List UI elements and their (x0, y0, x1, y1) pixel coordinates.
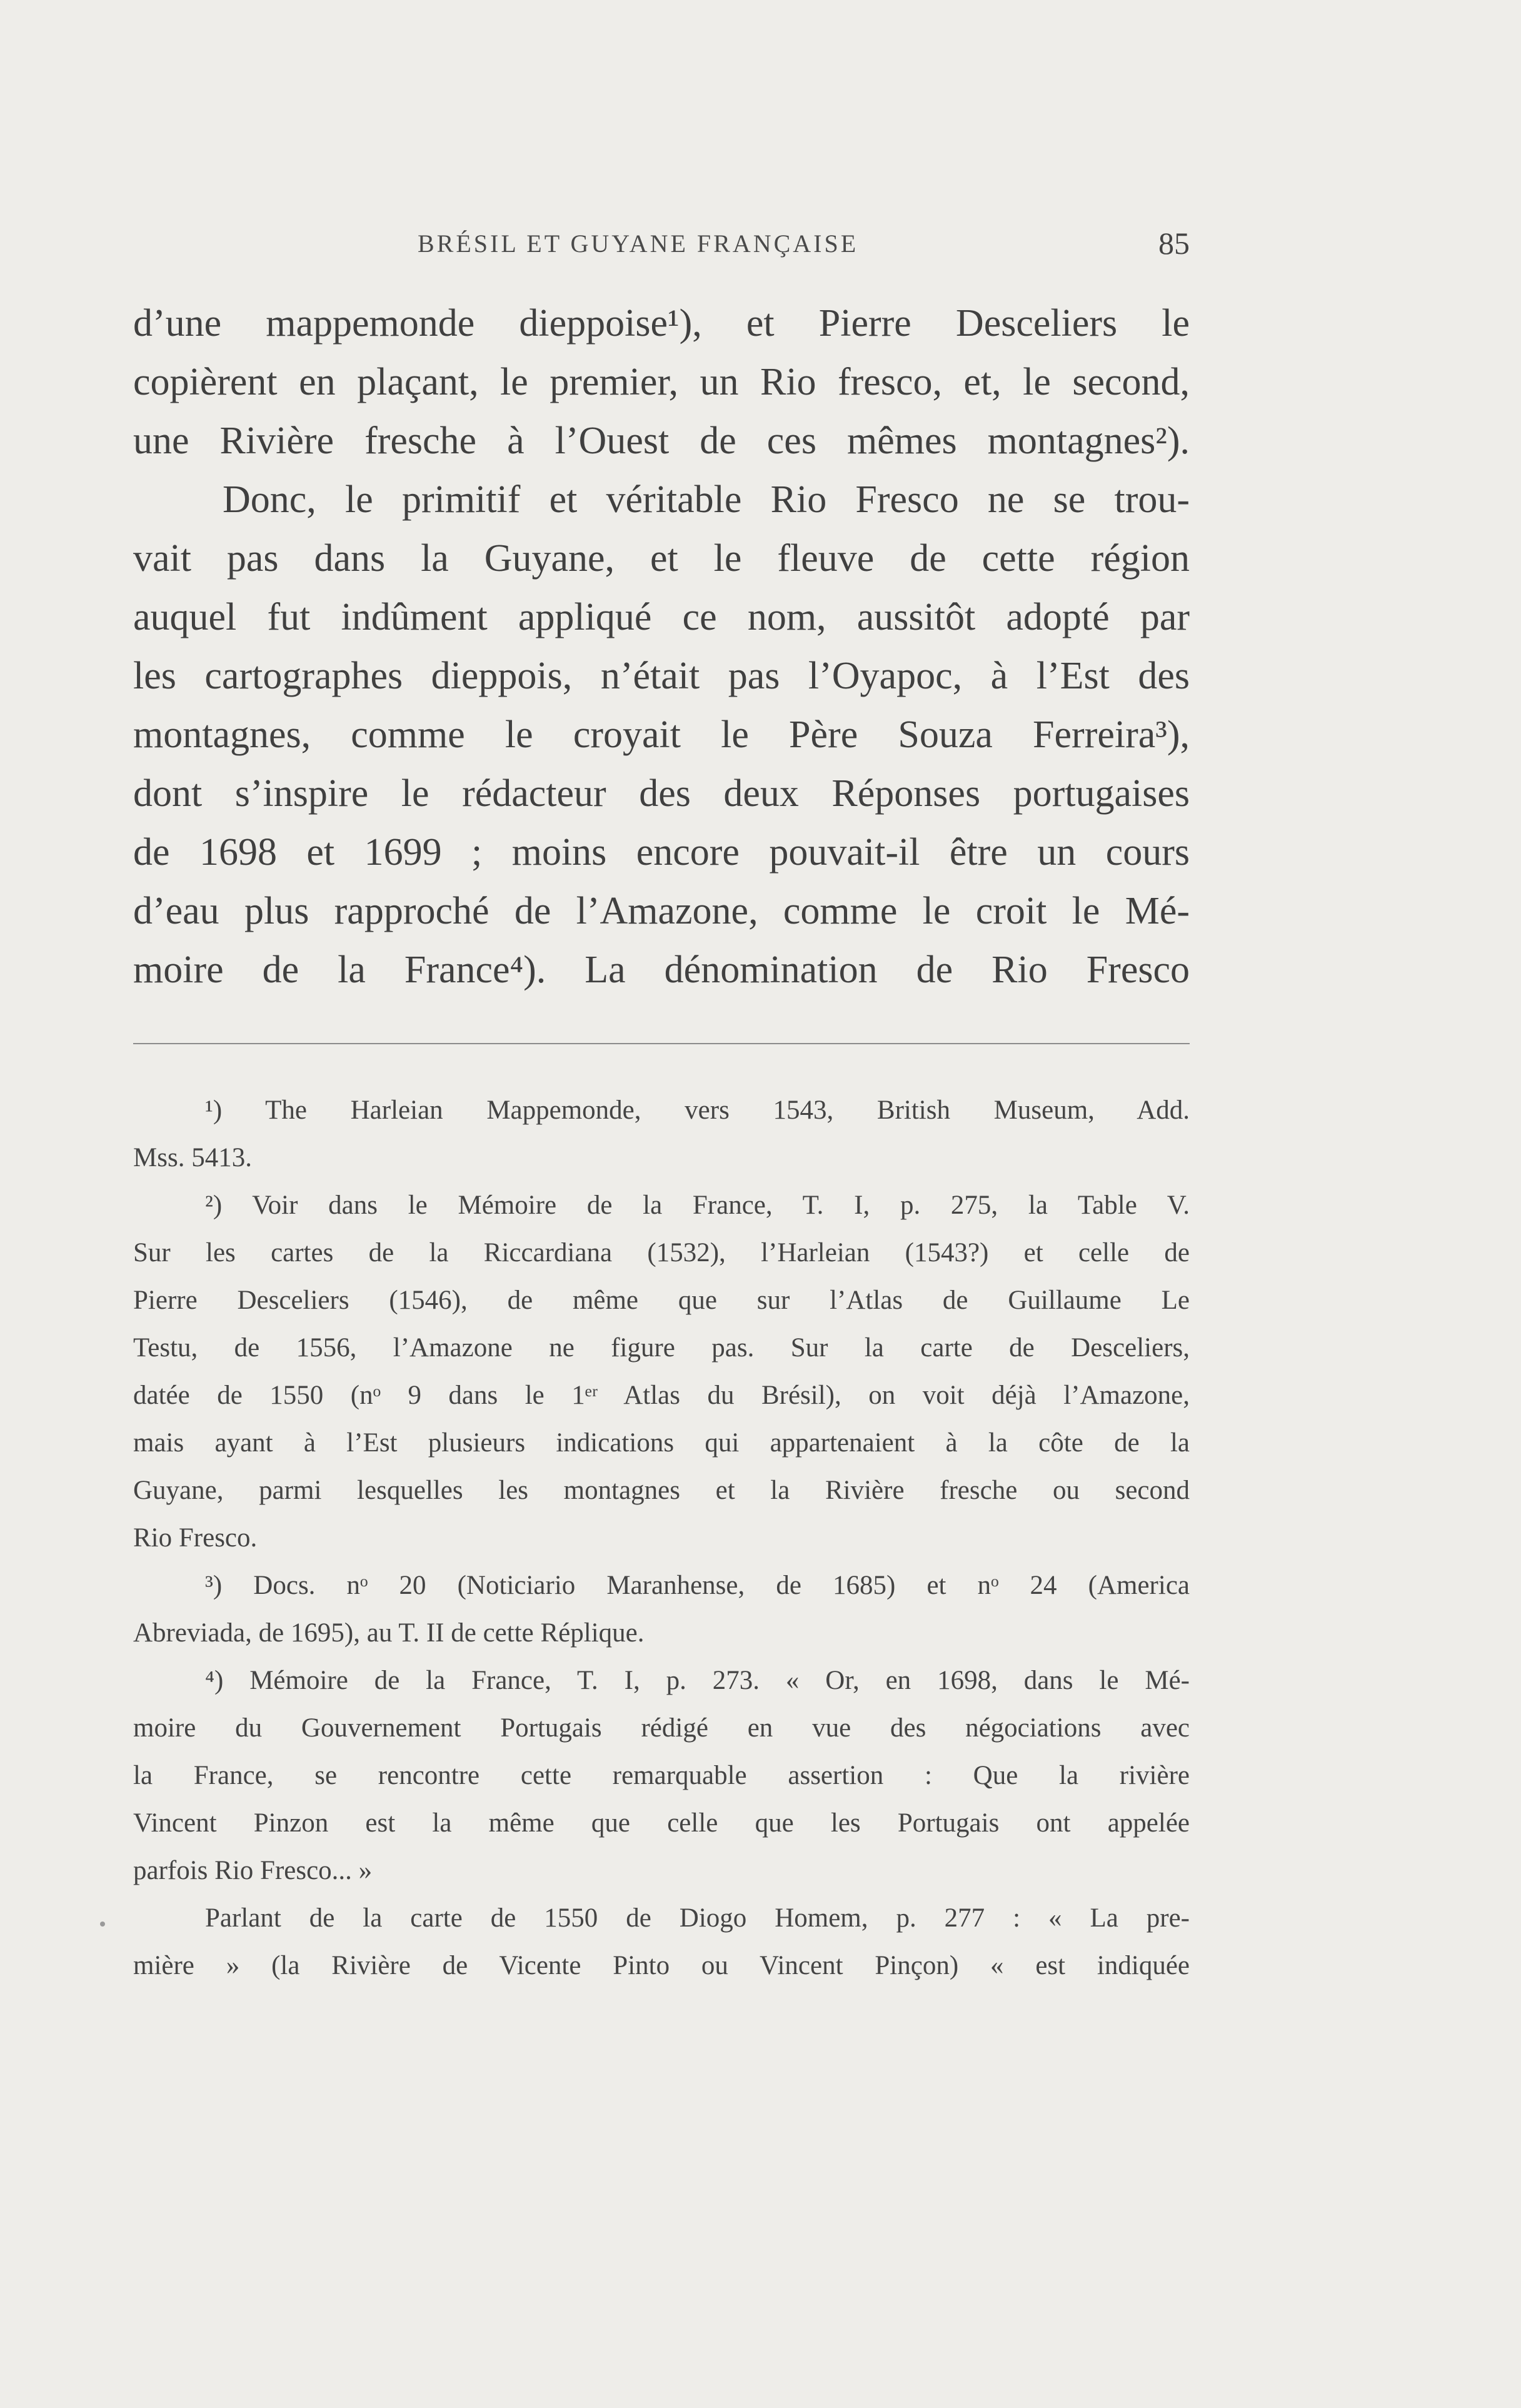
footnote-line: Guyane, parmi lesquelles les montagnes et la Rivière fresche ou second (133, 1476, 1190, 1505)
body-line: dont s’inspire le rédacteur des deux Réponses portugaises (133, 772, 1190, 815)
main-text (133, 294, 1190, 999)
running-title: BRÉSIL ET GUYANE FRANÇAISE (418, 229, 859, 258)
footnote-line: ¹) The Harleian Mappemonde, vers 1543, British Museum, Add. (205, 1096, 1190, 1125)
footnote-line: la France, se rencontre cette remarquable assertion : Que la rivière (133, 1761, 1190, 1790)
footnote-line: mais ayant à l’Est plusieurs indications qui appartenaient à la côte de la (133, 1428, 1190, 1458)
body-line: montagnes, comme le croyait le Père Souza Ferreira³), (133, 713, 1190, 756)
body-line: copièrent en plaçant, le premier, un Rio fresco, et, le second, (133, 361, 1190, 403)
footnote-line: ⁴) Mémoire de la France, T. I, p. 273. « Or, en 1698, dans le Mé- (205, 1666, 1190, 1695)
body-line: auquel fut indûment appliqué ce nom, aussitôt adopté par (133, 596, 1190, 638)
footnote-line: ³) Docs. nᵒ 20 (Noticiario Maranhense, de 1685) et nᵒ 24 (America (205, 1571, 1190, 1600)
footnote-line: datée de 1550 (nᵒ 9 dans le 1ᵉʳ Atlas du Brésil), on voit déjà l’Amazone, (133, 1381, 1190, 1410)
footnote-line: Parlant de la carte de 1550 de Diogo Homem, p. 277 : « La pre- (205, 1903, 1190, 1933)
body-line: une Rivière fresche à l’Ouest de ces mêmes montagnes²). (133, 420, 1190, 462)
body-line: Donc, le primitif et véritable Rio Fresco ne se trou- (223, 478, 1190, 521)
footnotes (133, 1087, 1190, 1990)
footnote-line: Rio Fresco. (133, 1523, 258, 1553)
footnote-line: Testu, de 1556, l’Amazone ne figure pas. Sur la carte de Desceliers, (133, 1333, 1190, 1363)
body-line: vait pas dans la Guyane, et le fleuve de cette région (133, 537, 1190, 580)
body-line: moire de la France⁴). La dénomination de Rio Fresco (133, 949, 1190, 991)
body-line: de 1698 et 1699 ; moins encore pouvait-il être un cours (133, 831, 1190, 874)
body-line: d’eau plus rapproché de l’Amazone, comme le croit le Mé- (133, 890, 1190, 932)
page-header (133, 225, 1190, 269)
footnote-line: Sur les cartes de la Riccardiana (1532), l’Harleian (1543?) et celle de (133, 1238, 1190, 1267)
margin-dot (100, 1922, 105, 1927)
footnote-line: Abreviada, de 1695), au T. II de cette Réplique. (133, 1618, 645, 1648)
footnote-line: moire du Gouvernement Portugais rédigé en vue des négociations avec (133, 1713, 1190, 1743)
body-line: d’une mappemonde dieppoise¹), et Pierre Desceliers le (133, 302, 1190, 345)
footnote-line: parfois Rio Fresco... » (133, 1856, 373, 1885)
footnote-separator (133, 1043, 1190, 1044)
body-line: les cartographes dieppois, n’était pas l’Oyapoc, à l’Est des (133, 655, 1190, 697)
page-number: 85 (1158, 226, 1190, 261)
footnote-line: Vincent Pinzon est la même que celle que les Portugais ont appelée (133, 1808, 1190, 1838)
footnote-line: ²) Voir dans le Mémoire de la France, T. I, p. 275, la Table V. (205, 1191, 1190, 1220)
footnote-line: Mss. 5413. (133, 1143, 252, 1172)
footnote-line: Pierre Desceliers (1546), de même que sur l’Atlas de Guillaume Le (133, 1286, 1190, 1315)
footnote-line: mière » (la Rivière de Vicente Pinto ou Vincent Pinçon) « est indiquée (133, 1951, 1190, 1980)
